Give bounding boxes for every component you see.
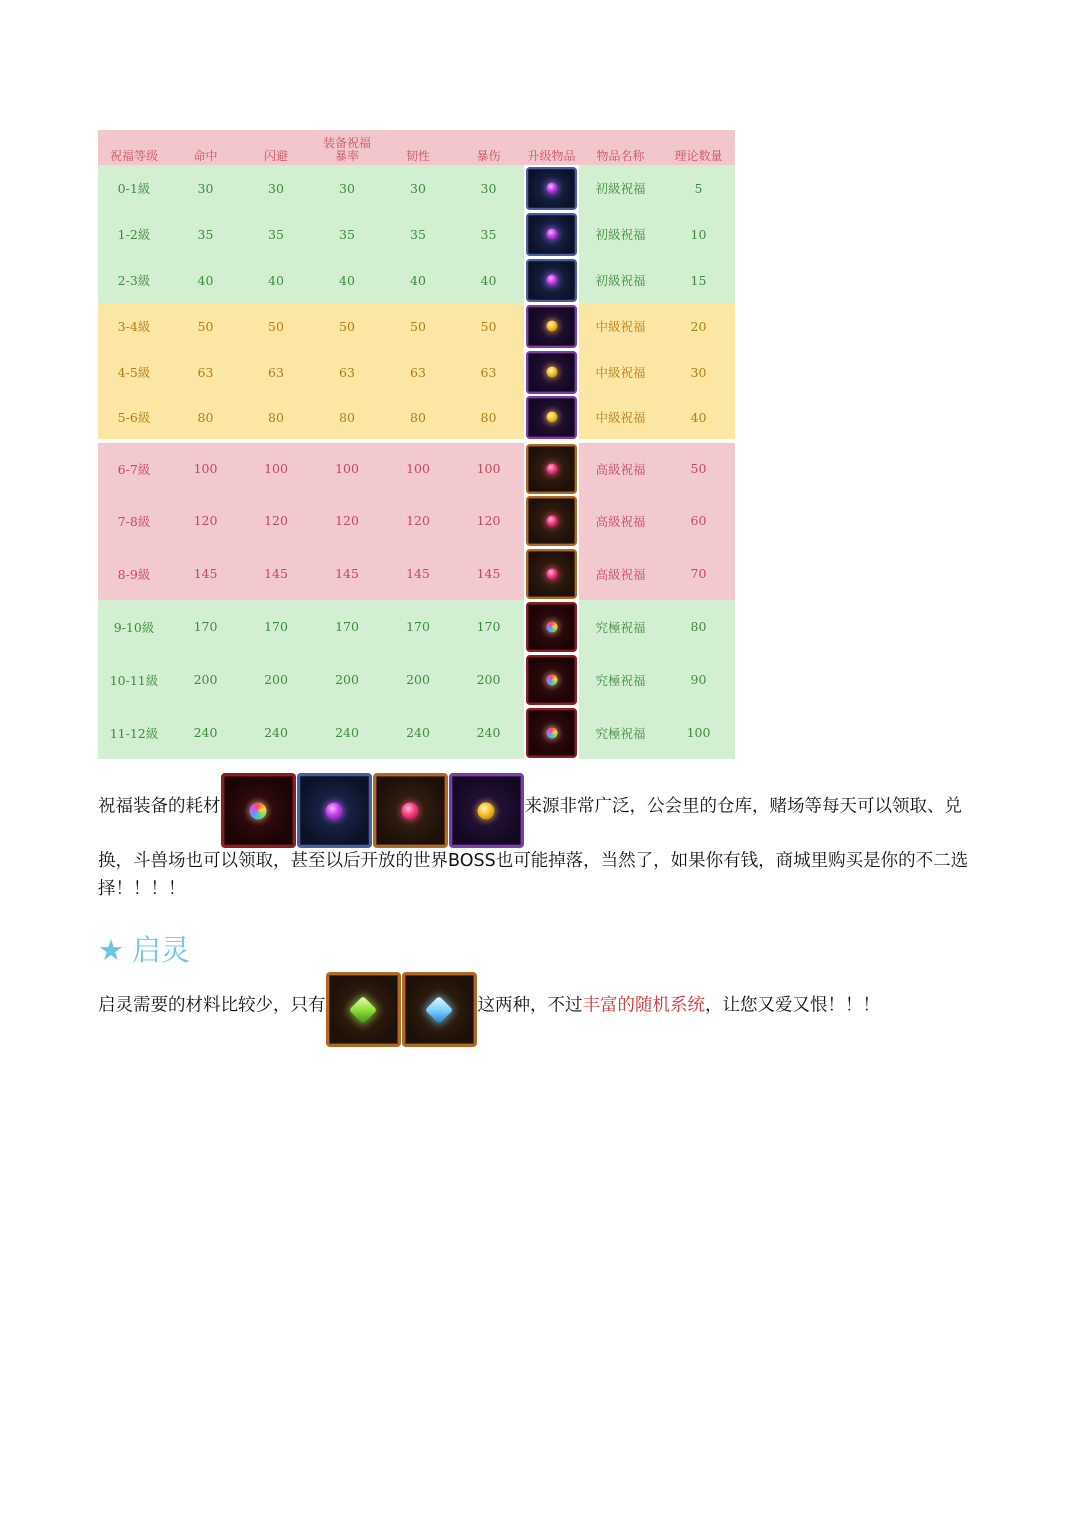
value-cell: 120 [383, 494, 453, 547]
value-cell: 40 [311, 257, 383, 303]
level-cell: 4-5級 [98, 349, 170, 395]
qiling-material-icons [326, 972, 478, 1047]
value-cell: 170 [311, 600, 383, 653]
header-upgrade-item: 升级物品 [524, 130, 579, 165]
item-icon-cell [524, 706, 579, 759]
value-cell: 240 [311, 706, 383, 759]
quantity-cell: 100 [662, 706, 735, 759]
value-cell: 100 [311, 441, 383, 494]
item-icon-cell [524, 494, 579, 547]
value-cell: 50 [453, 303, 524, 349]
violet-gem-icon [526, 259, 577, 302]
value-cell: 120 [170, 494, 241, 547]
value-cell: 30 [311, 165, 383, 211]
quantity-cell: 10 [662, 211, 735, 257]
blue-crystal-icon [402, 972, 477, 1047]
header-crit-rate: 装备祝福 暴率 [311, 130, 383, 165]
section-heading-qiling [98, 930, 190, 970]
rose-gem-icon [526, 444, 577, 494]
value-cell: 40 [170, 257, 241, 303]
header-crit-damage: 暴伤 [453, 130, 524, 165]
value-cell: 120 [453, 494, 524, 547]
gold-gem-icon [526, 305, 577, 348]
level-cell: 8-9級 [98, 547, 170, 600]
value-cell: 35 [383, 211, 453, 257]
item-name-cell: 究極祝福 [579, 600, 662, 653]
value-cell: 35 [311, 211, 383, 257]
section-title: 启灵 [132, 933, 191, 967]
value-cell: 40 [241, 257, 311, 303]
random-system-highlight: 丰富的随机系统 [582, 995, 705, 1016]
value-cell: 240 [453, 706, 524, 759]
value-cell: 63 [241, 349, 311, 395]
quantity-cell: 15 [662, 257, 735, 303]
qiling-materials-paragraph [98, 972, 988, 1047]
header-dodge: 闪避 [241, 130, 311, 165]
value-cell: 100 [453, 441, 524, 494]
header-level: 祝福等级 [98, 130, 170, 165]
value-cell: 30 [241, 165, 311, 211]
quantity-cell: 20 [662, 303, 735, 349]
value-cell: 100 [383, 441, 453, 494]
value-cell: 170 [453, 600, 524, 653]
table-row [98, 600, 735, 653]
value-cell: 80 [241, 395, 311, 441]
value-cell: 40 [383, 257, 453, 303]
value-cell: 200 [311, 653, 383, 706]
rose-gem-icon [526, 549, 577, 599]
quantity-cell: 60 [662, 494, 735, 547]
green-crystal-icon [326, 972, 401, 1047]
item-name-cell: 高級祝福 [579, 441, 662, 494]
quantity-cell: 5 [662, 165, 735, 211]
level-cell: 3-4級 [98, 303, 170, 349]
value-cell: 200 [241, 653, 311, 706]
table-row [98, 706, 735, 759]
value-cell: 80 [383, 395, 453, 441]
item-icon-cell [524, 653, 579, 706]
table-header-row [98, 130, 735, 165]
value-cell: 200 [170, 653, 241, 706]
table-row [98, 257, 735, 303]
table-row [98, 303, 735, 349]
rainbow-gem-icon [526, 655, 577, 705]
value-cell: 63 [383, 349, 453, 395]
item-icon-cell [524, 211, 579, 257]
quantity-cell: 40 [662, 395, 735, 441]
header-hit: 命中 [170, 130, 241, 165]
quantity-cell: 70 [662, 547, 735, 600]
rainbow-gem-icon [526, 602, 577, 652]
item-icon-cell [524, 165, 579, 211]
rose-gem-icon [526, 496, 577, 546]
star-icon: ★ [98, 933, 124, 967]
value-cell: 100 [170, 441, 241, 494]
table-row [98, 349, 735, 395]
gold-gem-icon [526, 351, 577, 394]
item-name-cell: 高級祝福 [579, 494, 662, 547]
quantity-cell: 80 [662, 600, 735, 653]
value-cell: 35 [453, 211, 524, 257]
value-cell: 80 [311, 395, 383, 441]
level-cell: 7-8級 [98, 494, 170, 547]
value-cell: 170 [170, 600, 241, 653]
item-icon-cell [524, 395, 579, 441]
para2-tail-text: ，让您又爱又恨！！！ [705, 995, 880, 1016]
blessing-level-table [98, 130, 735, 759]
value-cell: 145 [311, 547, 383, 600]
blessing-materials-paragraph [98, 773, 988, 903]
value-cell: 50 [170, 303, 241, 349]
item-name-cell: 中級祝福 [579, 303, 662, 349]
value-cell: 63 [170, 349, 241, 395]
rainbow-gem-icon [526, 708, 577, 758]
value-cell: 240 [170, 706, 241, 759]
value-cell: 145 [241, 547, 311, 600]
gold-gem-icon [526, 396, 577, 439]
violet-gem-icon [526, 213, 577, 256]
value-cell: 240 [383, 706, 453, 759]
value-cell: 50 [241, 303, 311, 349]
value-cell: 35 [170, 211, 241, 257]
item-icon-cell [524, 349, 579, 395]
para1-lead-text: 祝福装备的耗材 [98, 796, 221, 817]
table-row [98, 165, 735, 211]
level-cell: 10-11級 [98, 653, 170, 706]
item-icon-cell [524, 257, 579, 303]
value-cell: 63 [453, 349, 524, 395]
value-cell: 50 [383, 303, 453, 349]
gold-gem-icon [449, 773, 524, 848]
value-cell: 120 [241, 494, 311, 547]
level-cell: 11-12級 [98, 706, 170, 759]
value-cell: 40 [453, 257, 524, 303]
table-row [98, 653, 735, 706]
rainbow-gem-icon [221, 773, 296, 848]
item-name-cell: 初級祝福 [579, 257, 662, 303]
table-row [98, 395, 735, 441]
value-cell: 80 [170, 395, 241, 441]
item-name-cell: 中級祝福 [579, 349, 662, 395]
value-cell: 120 [311, 494, 383, 547]
header-quantity: 理论数量 [662, 130, 735, 165]
item-name-cell: 中級祝福 [579, 395, 662, 441]
value-cell: 100 [241, 441, 311, 494]
para1-body-text: 来源非常广泛，公会里的仓库，赌场等每天可以领取、兑换，斗兽场也可以领取，甚至以后开放的世界BOSS也可能掉落，当然了，如果你有钱，商城里购买是你的不二选择！！！！ [98, 796, 969, 899]
table-row [98, 441, 735, 494]
value-cell: 170 [241, 600, 311, 653]
value-cell: 145 [170, 547, 241, 600]
level-cell: 9-10級 [98, 600, 170, 653]
quantity-cell: 50 [662, 441, 735, 494]
quantity-cell: 30 [662, 349, 735, 395]
value-cell: 200 [453, 653, 524, 706]
item-icon-cell [524, 600, 579, 653]
quantity-cell: 90 [662, 653, 735, 706]
value-cell: 30 [453, 165, 524, 211]
level-cell: 1-2級 [98, 211, 170, 257]
value-cell: 145 [383, 547, 453, 600]
value-cell: 50 [311, 303, 383, 349]
rose-gem-icon [373, 773, 448, 848]
header-toughness: 韧性 [383, 130, 453, 165]
item-name-cell: 究極祝福 [579, 653, 662, 706]
value-cell: 170 [383, 600, 453, 653]
table-row [98, 494, 735, 547]
level-cell: 2-3級 [98, 257, 170, 303]
item-name-cell: 高級祝福 [579, 547, 662, 600]
item-icon-cell [524, 303, 579, 349]
value-cell: 63 [311, 349, 383, 395]
level-cell: 5-6級 [98, 395, 170, 441]
blessing-material-icons [221, 773, 525, 848]
level-cell: 6-7級 [98, 441, 170, 494]
item-name-cell: 初級祝福 [579, 211, 662, 257]
para2-lead-text: 启灵需要的材料比较少，只有 [98, 995, 326, 1016]
value-cell: 30 [170, 165, 241, 211]
value-cell: 35 [241, 211, 311, 257]
para2-middle-text: 这两种，不过 [477, 995, 583, 1016]
table-row [98, 211, 735, 257]
value-cell: 80 [453, 395, 524, 441]
violet-gem-icon [526, 167, 577, 210]
item-icon-cell [524, 547, 579, 600]
item-icon-cell [524, 441, 579, 494]
item-name-cell: 初級祝福 [579, 165, 662, 211]
violet-gem-icon [297, 773, 372, 848]
value-cell: 145 [453, 547, 524, 600]
item-name-cell: 究極祝福 [579, 706, 662, 759]
value-cell: 240 [241, 706, 311, 759]
header-item-name: 物品名称 [579, 130, 662, 165]
value-cell: 30 [383, 165, 453, 211]
level-cell: 0-1級 [98, 165, 170, 211]
table-row [98, 547, 735, 600]
value-cell: 200 [383, 653, 453, 706]
